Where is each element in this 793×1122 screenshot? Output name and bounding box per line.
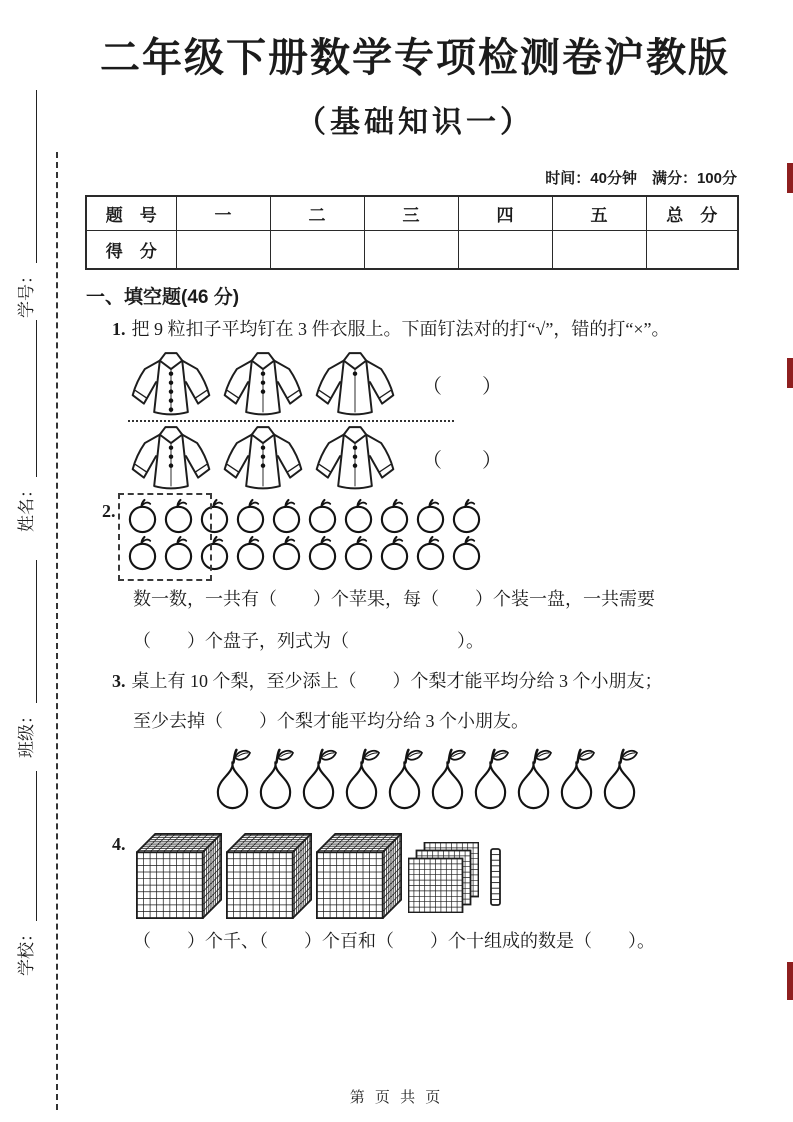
pear-icon bbox=[298, 748, 339, 812]
column-header: 二 bbox=[270, 196, 364, 231]
apple-icon bbox=[270, 498, 303, 534]
school-label: 学校： bbox=[17, 925, 36, 976]
thousand-cubes bbox=[136, 833, 402, 919]
jacket-icon bbox=[128, 350, 214, 418]
score-cell bbox=[646, 231, 738, 270]
write-line bbox=[36, 320, 37, 477]
question-2-line2: （ ）个盘子，列式为（ ）。 bbox=[133, 631, 484, 651]
question-2-line1: 数一数，一共有（ ）个苹果，每（ ）个装一盘，一共需要 bbox=[133, 589, 655, 609]
apple-icon bbox=[414, 535, 447, 571]
exam-meta: 时间：40分钟 满分：100分 bbox=[545, 170, 737, 187]
ten-rod bbox=[489, 847, 502, 907]
pear-icon bbox=[384, 748, 425, 812]
column-header: 一 bbox=[176, 196, 270, 231]
apple-icon bbox=[378, 498, 411, 534]
apple-icon bbox=[306, 535, 339, 571]
score-cell bbox=[176, 231, 270, 270]
answer-blank: （ ） bbox=[422, 375, 502, 398]
ten-rod-icon bbox=[489, 847, 502, 907]
question-3-line1: 桌上有 10 个梨，至少添上（ ）个梨才能平均分给 3 个小朋友； bbox=[131, 671, 663, 691]
dotted-divider bbox=[128, 420, 454, 422]
dashed-selection-box bbox=[118, 493, 212, 581]
apple-icon bbox=[342, 498, 375, 534]
write-line bbox=[36, 771, 37, 921]
jacket-strip bbox=[128, 350, 398, 418]
score-table-score-row bbox=[86, 231, 738, 270]
apple-icon bbox=[270, 535, 303, 571]
score-label: 得 分 bbox=[86, 231, 176, 270]
pear-row bbox=[212, 748, 640, 812]
question-4-number: 4. bbox=[112, 834, 126, 854]
question-1-number: 1. bbox=[112, 319, 126, 339]
apple-figure-block bbox=[126, 498, 486, 572]
answer-blank: （ ） bbox=[422, 449, 502, 472]
sidebar-field-student-number bbox=[12, 90, 42, 318]
question-3 bbox=[112, 670, 663, 693]
binding-dashed-line bbox=[56, 152, 58, 1110]
score-cell bbox=[364, 231, 458, 270]
page-subtitle: （基础知识一） bbox=[296, 106, 534, 139]
column-header: 三 bbox=[364, 196, 458, 231]
jacket-icon bbox=[128, 424, 214, 492]
pear-icon bbox=[599, 748, 640, 812]
pear-icon bbox=[255, 748, 296, 812]
score-cell bbox=[552, 231, 646, 270]
write-line bbox=[36, 560, 37, 703]
pear-icon bbox=[513, 748, 554, 812]
footer-page-number: 第 页 共 页 bbox=[349, 1089, 444, 1106]
question-3-line2: 至少去掉（ ）个梨才能平均分给 3 个小朋友。 bbox=[133, 711, 529, 731]
question-2-number: 2. bbox=[102, 501, 116, 521]
score-cell bbox=[270, 231, 364, 270]
question-4-text: （ ）个千、（ ）个百和（ ）个十组成的数是（ ）。 bbox=[133, 931, 655, 951]
pear-icon bbox=[212, 748, 253, 812]
red-edge-mark bbox=[787, 358, 793, 388]
name-label: 姓名： bbox=[17, 481, 36, 532]
red-edge-mark bbox=[787, 163, 793, 193]
question-1 bbox=[112, 318, 670, 341]
sidebar-field-school bbox=[12, 771, 42, 976]
hundred-flats bbox=[408, 842, 479, 913]
question-4 bbox=[112, 833, 132, 856]
apple-icon bbox=[450, 498, 483, 534]
jacket-icon bbox=[220, 350, 306, 418]
apple-icon bbox=[450, 535, 483, 571]
base-ten-blocks-figure bbox=[136, 833, 502, 919]
score-table-header-row bbox=[86, 196, 738, 231]
column-header: 总 分 bbox=[646, 196, 738, 231]
column-header: 五 bbox=[552, 196, 646, 231]
thousand-cube-icon bbox=[136, 833, 222, 919]
pear-icon bbox=[556, 748, 597, 812]
apple-icon bbox=[378, 535, 411, 571]
jacket-figure-block bbox=[128, 350, 688, 492]
pear-icon bbox=[427, 748, 468, 812]
pear-icon bbox=[341, 748, 382, 812]
jacket-icon bbox=[312, 350, 398, 418]
score-table bbox=[85, 195, 739, 270]
hundred-flat-icon bbox=[408, 842, 479, 913]
jacket-icon bbox=[220, 424, 306, 492]
thousand-cube-icon bbox=[316, 833, 402, 919]
jacket-strip bbox=[128, 424, 398, 492]
pear-icon bbox=[470, 748, 511, 812]
jacket-row-2 bbox=[128, 424, 688, 492]
red-edge-mark bbox=[787, 962, 793, 1000]
apple-icon bbox=[234, 535, 267, 571]
jacket-icon bbox=[312, 424, 398, 492]
score-cell bbox=[458, 231, 552, 270]
apple-icon bbox=[234, 498, 267, 534]
student-number-label: 学号： bbox=[17, 267, 36, 318]
question-1-text: 把 9 粒扣子平均钉在 3 件衣服上。下面钉法对的打“√”，错的打“×”。 bbox=[131, 319, 670, 339]
question-number-label: 题 号 bbox=[86, 196, 176, 231]
sidebar-field-class bbox=[12, 560, 42, 758]
page-title: 二年级下册数学专项检测卷沪教版 bbox=[100, 36, 730, 80]
column-header: 四 bbox=[458, 196, 552, 231]
write-line bbox=[36, 90, 37, 263]
question-3-number: 3. bbox=[112, 671, 126, 691]
thousand-cube-icon bbox=[226, 833, 312, 919]
apple-icon bbox=[306, 498, 339, 534]
section-title: 一、填空题(46 分) bbox=[86, 287, 240, 308]
apple-icon bbox=[414, 498, 447, 534]
class-label: 班级： bbox=[17, 707, 36, 758]
jacket-row-1 bbox=[128, 350, 688, 418]
sidebar-field-name bbox=[12, 320, 42, 532]
apple-icon bbox=[342, 535, 375, 571]
